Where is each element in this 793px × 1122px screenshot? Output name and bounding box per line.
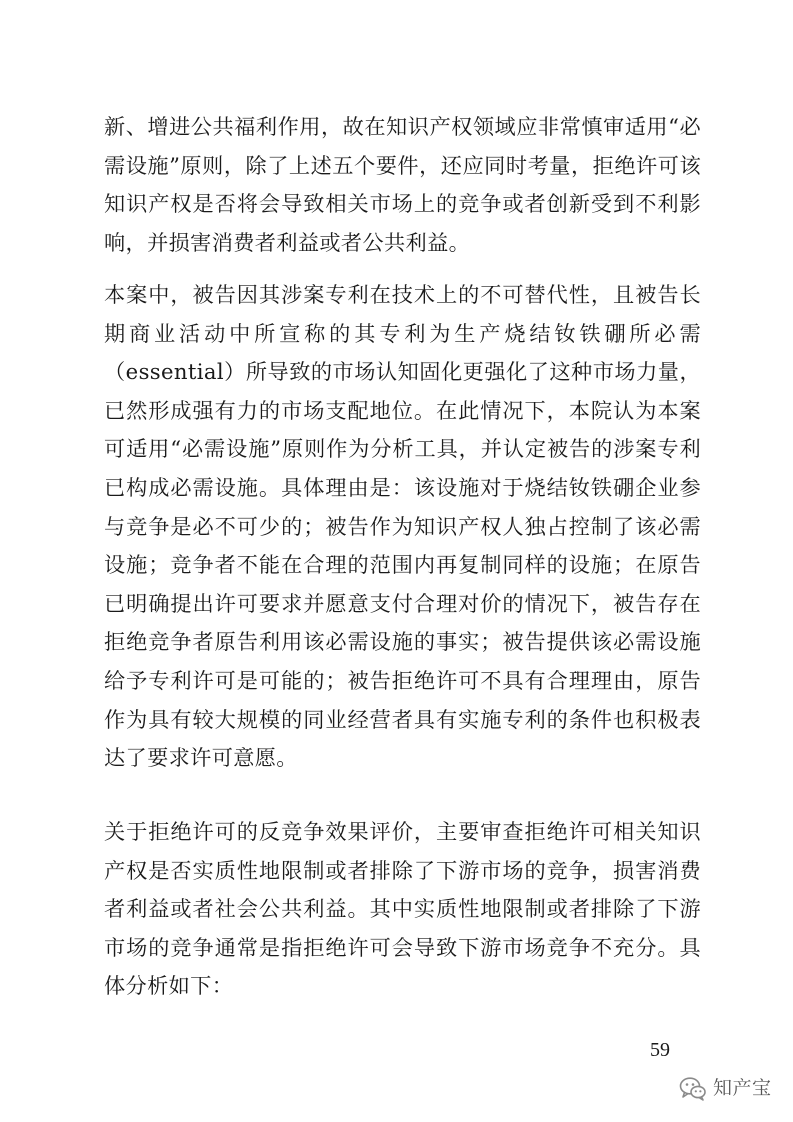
body-paragraph-3: 关于拒绝许可的反竞争效果评价，主要审查拒绝许可相关知识产权是否实质性地限制或者排除了下游市场的竞争，损害消费者利益或者社会公共利益。其中实质性地限制或者排除了下游市场的竞争通常是指拒绝许可会导致下游市场竞争不充分。具体分析如下： — [104, 819, 701, 999]
body-paragraph-1: 新、增进公共福利作用，故在知识产权领域应非常慎审适用“必需设施”原则，除了上述五个要件，还应同时考量，拒绝许可该知识产权是否将会导致相关市场上的竞争或者创新受到不利影响，并损害消费者利益或者公共利益。 — [104, 114, 701, 255]
watermark — [678, 1073, 772, 1103]
wechat-icon — [678, 1073, 708, 1103]
page-number: 59 — [650, 1039, 670, 1061]
body-paragraph-2: 本案中，被告因其涉案专利在技术上的不可替代性，且被告长期商业活动中所宣称的其专利为生产烧结钕铁硼所必需（essential）所导致的市场认知固化更强化了这种市场力量，已然形成强有力的市场支配地位。在此情况下，本院认为本案可适用“必需设施”原则作为分析工具，并认定被告的涉案专利已构成必需设施。具体理由是：该设施对于烧结钕铁硼企业参与竞争是必不可少的；被告作为知识产权人独占控制了该必需设施；竞争者不能在合理的范围内再复制同样的设施；在原告已明确提出许可要求并愿意支付合理对价的情况下，被告存在拒绝竞争者原告利用该必需设施的事实；被告提供该必需设施给予专利许可是可能的；被告拒绝许可不具有合理理由，原告作为具有较大规模的同业经营者具有实施专利的条件也积极表达了要求许可意愿。 — [104, 282, 701, 771]
watermark-text: 知产宝 — [713, 1077, 772, 1099]
